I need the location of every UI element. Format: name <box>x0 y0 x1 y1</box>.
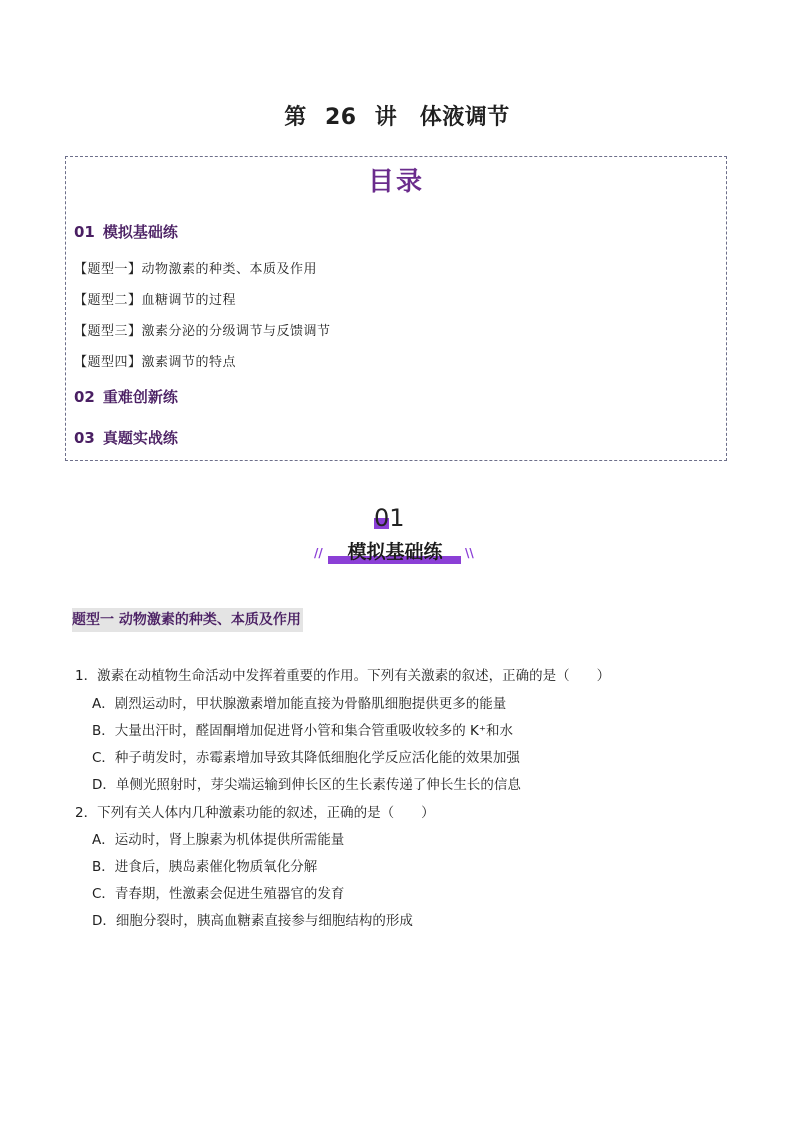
question-2-option-a[interactable]: A．运动时，肾上腺素为机体提供所需能量 <box>92 832 345 848</box>
page-title: 第 26 讲 体液调节 <box>284 105 510 130</box>
toc-item-type-4[interactable]: 【题型四】激素调节的特点 <box>74 355 237 370</box>
banner-title: 模拟基础练 <box>347 541 443 563</box>
toc-item-type-3[interactable]: 【题型三】激素分泌的分级调节与反馈调节 <box>74 324 331 339</box>
toc-heading: 目录 <box>367 167 424 197</box>
toc-section-2[interactable] <box>74 386 178 407</box>
toc-section-label: 重难创新练 <box>102 388 178 406</box>
toc-section-3[interactable] <box>74 427 178 448</box>
question-1-option-a[interactable]: A．剧烈运动时，甲状腺激素增加能直接为骨骼肌细胞提供更多的能量 <box>92 696 507 712</box>
question-2-option-c[interactable]: C．青春期，性激素会促进生殖器官的发育 <box>92 886 345 902</box>
question-1-option-c[interactable]: C．种子萌发时，赤霉素增加导致其降低细胞化学反应活化能的效果加强 <box>92 750 520 766</box>
question-1-option-d[interactable]: D．单侧光照射时，芽尖端运输到伸长区的生长素传递了伸长生长的信息 <box>92 777 521 793</box>
banner-number: 01 <box>374 504 405 532</box>
banner-left-deco: // <box>314 546 323 560</box>
toc-section-number: 02 <box>74 388 95 406</box>
toc-section-label: 真题实战练 <box>102 429 178 447</box>
banner-right-deco: \\ <box>465 546 474 560</box>
toc-section-1[interactable] <box>74 221 178 242</box>
question-2-option-d[interactable]: D．细胞分裂时，胰高血糖素直接参与细胞结构的形成 <box>92 913 413 929</box>
question-2-option-b[interactable]: B．进食后，胰岛素催化物质氧化分解 <box>92 859 318 875</box>
toc-section-label: 模拟基础练 <box>102 223 178 241</box>
toc-item-type-2[interactable]: 【题型二】血糖调节的过程 <box>74 293 237 308</box>
section-banner <box>310 500 480 570</box>
question-2-stem: 2．下列有关人体内几种激素功能的叙述，正确的是（ ） <box>75 805 435 821</box>
toc-item-type-1[interactable]: 【题型一】动物激素的种类、本质及作用 <box>74 262 318 277</box>
question-type-header: 题型一 动物激素的种类、本质及作用 <box>72 608 303 632</box>
toc-section-number: 03 <box>74 429 95 447</box>
question-1-stem: 1．激素在动植物生命活动中发挥着重要的作用。下列有关激素的叙述，正确的是（ ） <box>75 668 611 684</box>
toc-section-number: 01 <box>74 223 95 241</box>
question-1-option-b[interactable]: B．大量出汗时，醛固酮增加促进肾小管和集合管重吸收较多的 K⁺和水 <box>92 723 514 739</box>
table-of-contents <box>65 156 727 461</box>
